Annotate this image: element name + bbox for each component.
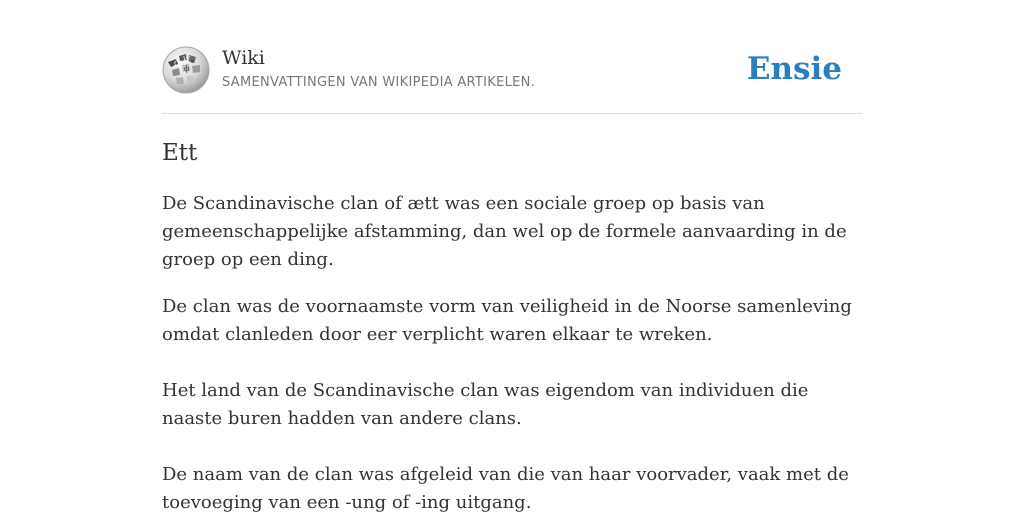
svg-text:и: и xyxy=(191,58,195,65)
site-tagline: SAMENVATTINGEN VAN WIKIPEDIA ARTIKELEN. xyxy=(222,75,536,90)
article-title: Ett xyxy=(162,140,198,166)
svg-text:ф: ф xyxy=(184,65,190,73)
article-paragraph: De naam van de clan was afgeleid van die van haar voorvader, vaak met de toevoeging van een -ung of -ing uitgang. xyxy=(162,464,849,512)
site-header xyxy=(162,0,862,114)
article-paragraph: De clan was de voornaamste vorm van veiligheid in de Noorse samenleving omdat clanleden door eer verplicht waren elkaar te wreken. xyxy=(162,296,852,345)
page xyxy=(162,0,862,512)
article-body xyxy=(162,293,862,512)
brand-logo-text[interactable]: Ensie xyxy=(746,51,842,87)
article-paragraph: Het land van de Scandinavische clan was eigendom van individuen die naaste buren hadden van andere clans. xyxy=(162,380,809,429)
site-name[interactable]: Wiki xyxy=(222,47,265,69)
svg-text:Ω: Ω xyxy=(174,60,180,68)
wikipedia-globe-icon[interactable] xyxy=(162,46,210,94)
svg-text:W: W xyxy=(183,56,191,64)
article-lead: De Scandinavische clan of ætt was een sociale groep op basis van gemeenschappelijke afstamming, dan wel op de formele aanvaarding in de groep op een ding. xyxy=(162,193,847,270)
